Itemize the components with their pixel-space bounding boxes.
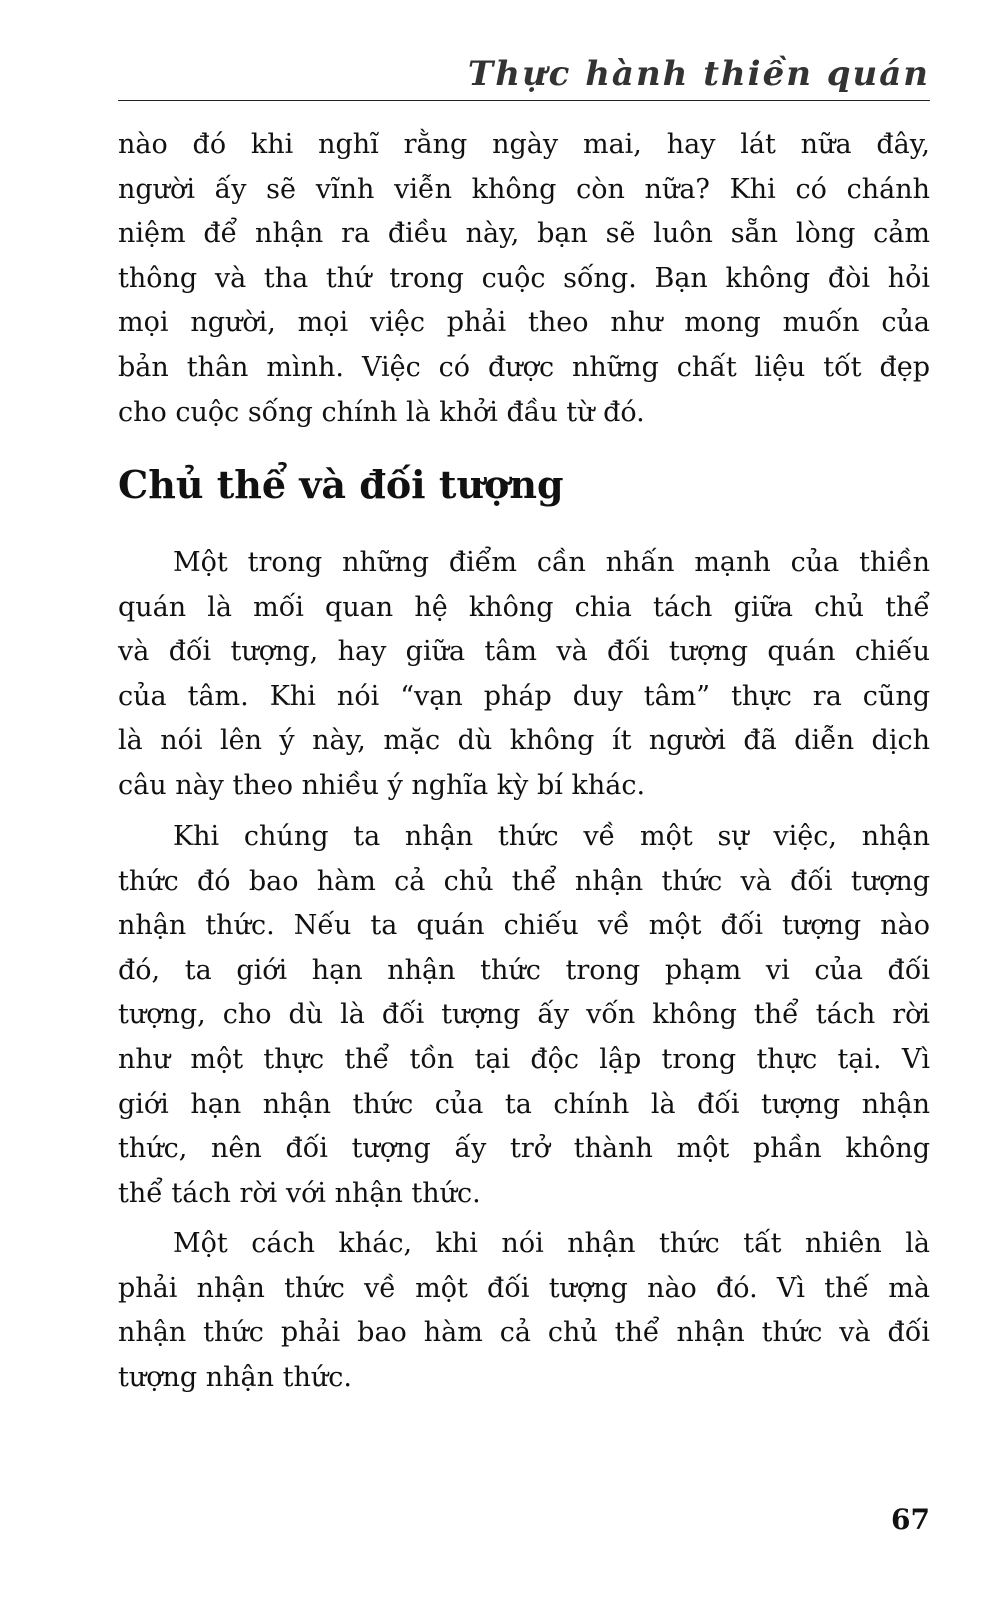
text-line: tượng, cho dù là đối tượng ấy vốn không thể tách rời	[118, 999, 930, 1031]
text-line: Khi chúng ta nhận thức về một sự việc, nhận	[173, 821, 930, 852]
paragraph-continued	[118, 123, 930, 435]
text-line: thức, nên đối tượng ấy trở thành một phần không	[118, 1133, 930, 1165]
text-line: câu này theo nhiều ý nghĩa kỳ bí khác.	[118, 769, 646, 801]
text-line: Một trong những điểm cần nhấn mạnh của thiền	[173, 547, 930, 578]
text-line: phải nhận thức về một đối tượng nào đó. Vì thế mà	[118, 1272, 930, 1304]
text-line: và đối tượng, hay giữa tâm và đối tượng quán chiếu	[118, 636, 930, 668]
paragraph	[118, 1222, 930, 1400]
text-line: bản thân mình. Việc có được những chất liệu tốt đẹp	[118, 351, 930, 383]
text-line: tượng nhận thức.	[118, 1361, 352, 1393]
text-line: là nói lên ý này, mặc dù không ít người đã diễn dịch	[118, 725, 930, 757]
text-line: nhận thức phải bao hàm cả chủ thể nhận thức và đối	[118, 1317, 930, 1349]
text-line: thông và tha thứ trong cuộc sống. Bạn không đòi hỏi	[118, 262, 930, 294]
text-line: thể tách rời với nhận thức.	[118, 1177, 481, 1209]
text-line: nhận thức. Nếu ta quán chiếu về một đối tượng nào	[118, 910, 930, 942]
text-line: thức đó bao hàm cả chủ thể nhận thức và đối tượng	[118, 865, 930, 897]
text-line: cho cuộc sống chính là khởi đầu từ đó.	[118, 396, 645, 428]
page-number: 67	[891, 1503, 930, 1536]
text-line: niệm để nhận ra điều này, bạn sẽ luôn sẵn lòng cảm	[118, 218, 930, 250]
paragraph	[118, 815, 930, 1216]
text-line: mọi người, mọi việc phải theo như mong muốn của	[118, 307, 930, 339]
text-line: giới hạn nhận thức của ta chính là đối tượng nhận	[118, 1088, 930, 1120]
section-heading: Chủ thể và đối tượng	[118, 462, 564, 507]
text-line: nào đó khi nghĩ rằng ngày mai, hay lát nữa đây,	[118, 129, 930, 160]
paragraph	[118, 541, 930, 809]
text-line: đó, ta giới hạn nhận thức trong phạm vi của đối	[118, 954, 930, 986]
running-head	[118, 48, 930, 101]
text-line: người ấy sẽ vĩnh viễn không còn nữa? Khi có chánh	[118, 173, 930, 205]
text-line: như một thực thể tồn tại độc lập trong thực tại. Vì	[118, 1043, 930, 1075]
text-line: Một cách khác, khi nói nhận thức tất nhiên là	[173, 1228, 930, 1259]
text-line: quán là mối quan hệ không chia tách giữa chủ thể	[118, 591, 930, 623]
running-head-title: Thực hành thiền quán	[467, 54, 930, 94]
text-line: của tâm. Khi nói “vạn pháp duy tâm” thực ra cũng	[118, 680, 930, 712]
